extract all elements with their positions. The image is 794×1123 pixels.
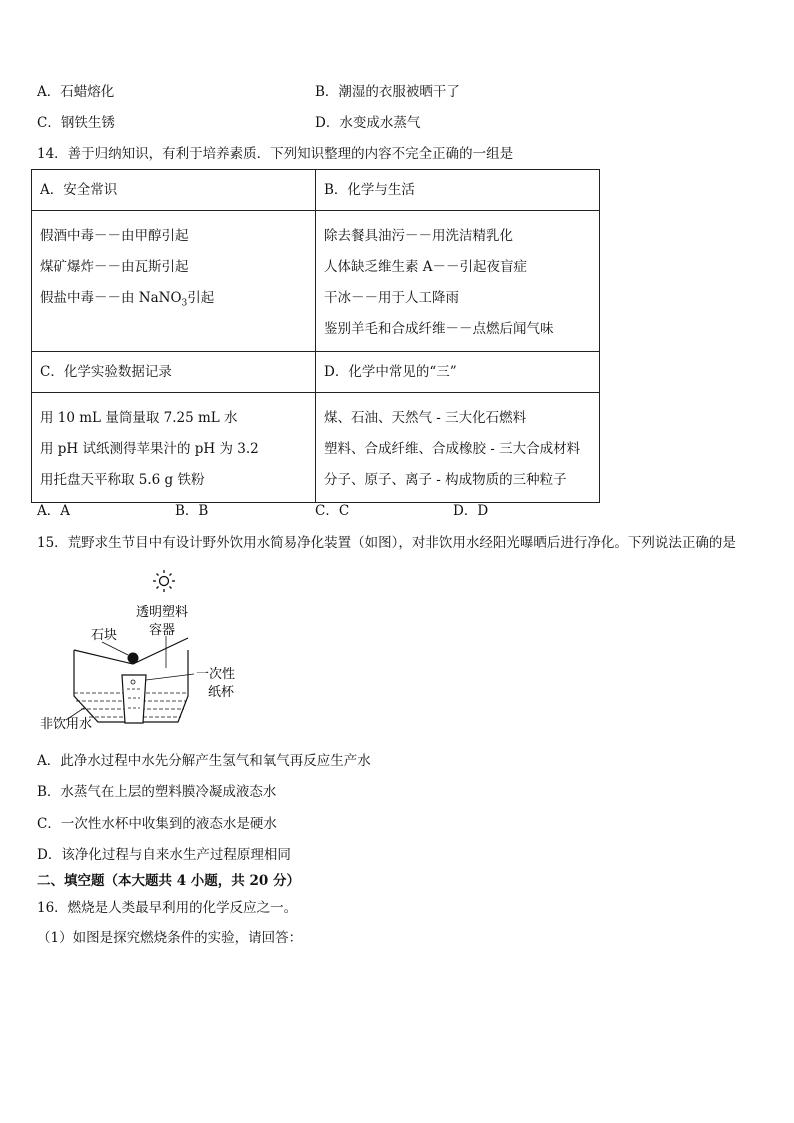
label-cup-1: 一次性	[196, 666, 236, 681]
table-cell-a-head: A．安全常识	[32, 170, 316, 211]
q13-option-b: B．潮湿的衣服被晒干了	[315, 84, 460, 100]
section-title: 二、填空题（本大题共 4 小题，共 20 分）	[37, 873, 300, 889]
a-line-1: 假酒中毒－－由甲醇引起	[40, 228, 189, 244]
label-cup-2: 纸杯	[208, 684, 235, 699]
q14-knowledge-table	[31, 169, 600, 503]
q13-option-d: D．水变成水蒸气	[315, 115, 421, 131]
q13-option-a: A．石蜡熔化	[37, 84, 115, 100]
label-water: 非饮用水	[40, 716, 93, 731]
b-line-2: 人体缺乏维生素 A－－引起夜盲症	[324, 259, 528, 275]
q13-option-c: C．钢铁生锈	[37, 115, 115, 131]
table-cell-a-body	[32, 211, 316, 352]
d-line-3: 分子、原子、离子 - 构成物质的三种粒子	[324, 472, 567, 488]
sun-icon	[153, 570, 175, 592]
b-line-4: 鉴别羊毛和合成纤维－－点燃后闻气味	[324, 321, 554, 337]
label-container-1: 透明塑料	[136, 604, 189, 619]
q15-option-c: C．一次性水杯中收集到的液态水是硬水	[37, 816, 277, 832]
q14-option-b: B．B	[175, 503, 209, 519]
q14-option-d: D．D	[453, 503, 489, 519]
q15-option-d: D．该净化过程与自来水生产过程原理相同	[37, 847, 291, 863]
d-line-1: 煤、石油、天然气 - 三大化石燃料	[324, 410, 527, 426]
q16-sub1: （1）如图是探究燃烧条件的实验，请回答：	[37, 930, 303, 946]
table-cell-d-body	[316, 393, 600, 503]
c-line-1: 用 10 mL 量筒量取 7.25 mL 水	[40, 410, 238, 426]
b-line-3: 干冰－－用于人工降雨	[324, 290, 459, 306]
q14-stem: 14．善于归纳知识，有利于培养素质．下列知识整理的内容不完全正确的一组是	[37, 146, 514, 162]
d-line-2: 塑料、合成纤维、合成橡胶 - 三大合成材料	[324, 441, 581, 457]
q15-option-b: B．水蒸气在上层的塑料膜冷凝成液态水	[37, 784, 277, 800]
table-cell-b-head: B．化学与生活	[316, 170, 600, 211]
q15-stem: 15．荒野求生节目中有设计野外饮用水简易净化装置（如图），对非饮用水经阳光曝晒后进行净化。下列说法正确的是	[37, 535, 736, 551]
table-cell-d-head: D．化学中常见的“三”	[316, 352, 600, 393]
a-line-2: 煤矿爆炸－－由瓦斯引起	[40, 259, 189, 275]
a-line-3: 假盐中毒－－由 NaNO$_3$引起	[40, 290, 215, 309]
table-cell-c-head: C．化学实验数据记录	[32, 352, 316, 393]
b-line-1: 除去餐具油污－－用洗洁精乳化	[324, 228, 513, 244]
c-line-3: 用托盘天平称取 5.6 g 铁粉	[40, 472, 205, 488]
q15-option-a: A．此净水过程中水先分解产生氢气和氧气再反应生产水	[37, 753, 371, 769]
c-line-2: 用 pH 试纸测得苹果汁的 pH 为 3.2	[40, 441, 259, 457]
table-cell-b-body	[316, 211, 600, 352]
label-stone: 石块	[91, 627, 118, 642]
water-purifier-figure	[36, 568, 266, 742]
table-cell-c-body	[32, 393, 316, 503]
q14-option-a: A．A	[37, 503, 70, 519]
q16-stem: 16．燃烧是人类最早利用的化学反应之一。	[37, 900, 298, 916]
label-container-2: 容器	[149, 622, 176, 637]
q14-option-c: C．C	[315, 503, 350, 519]
